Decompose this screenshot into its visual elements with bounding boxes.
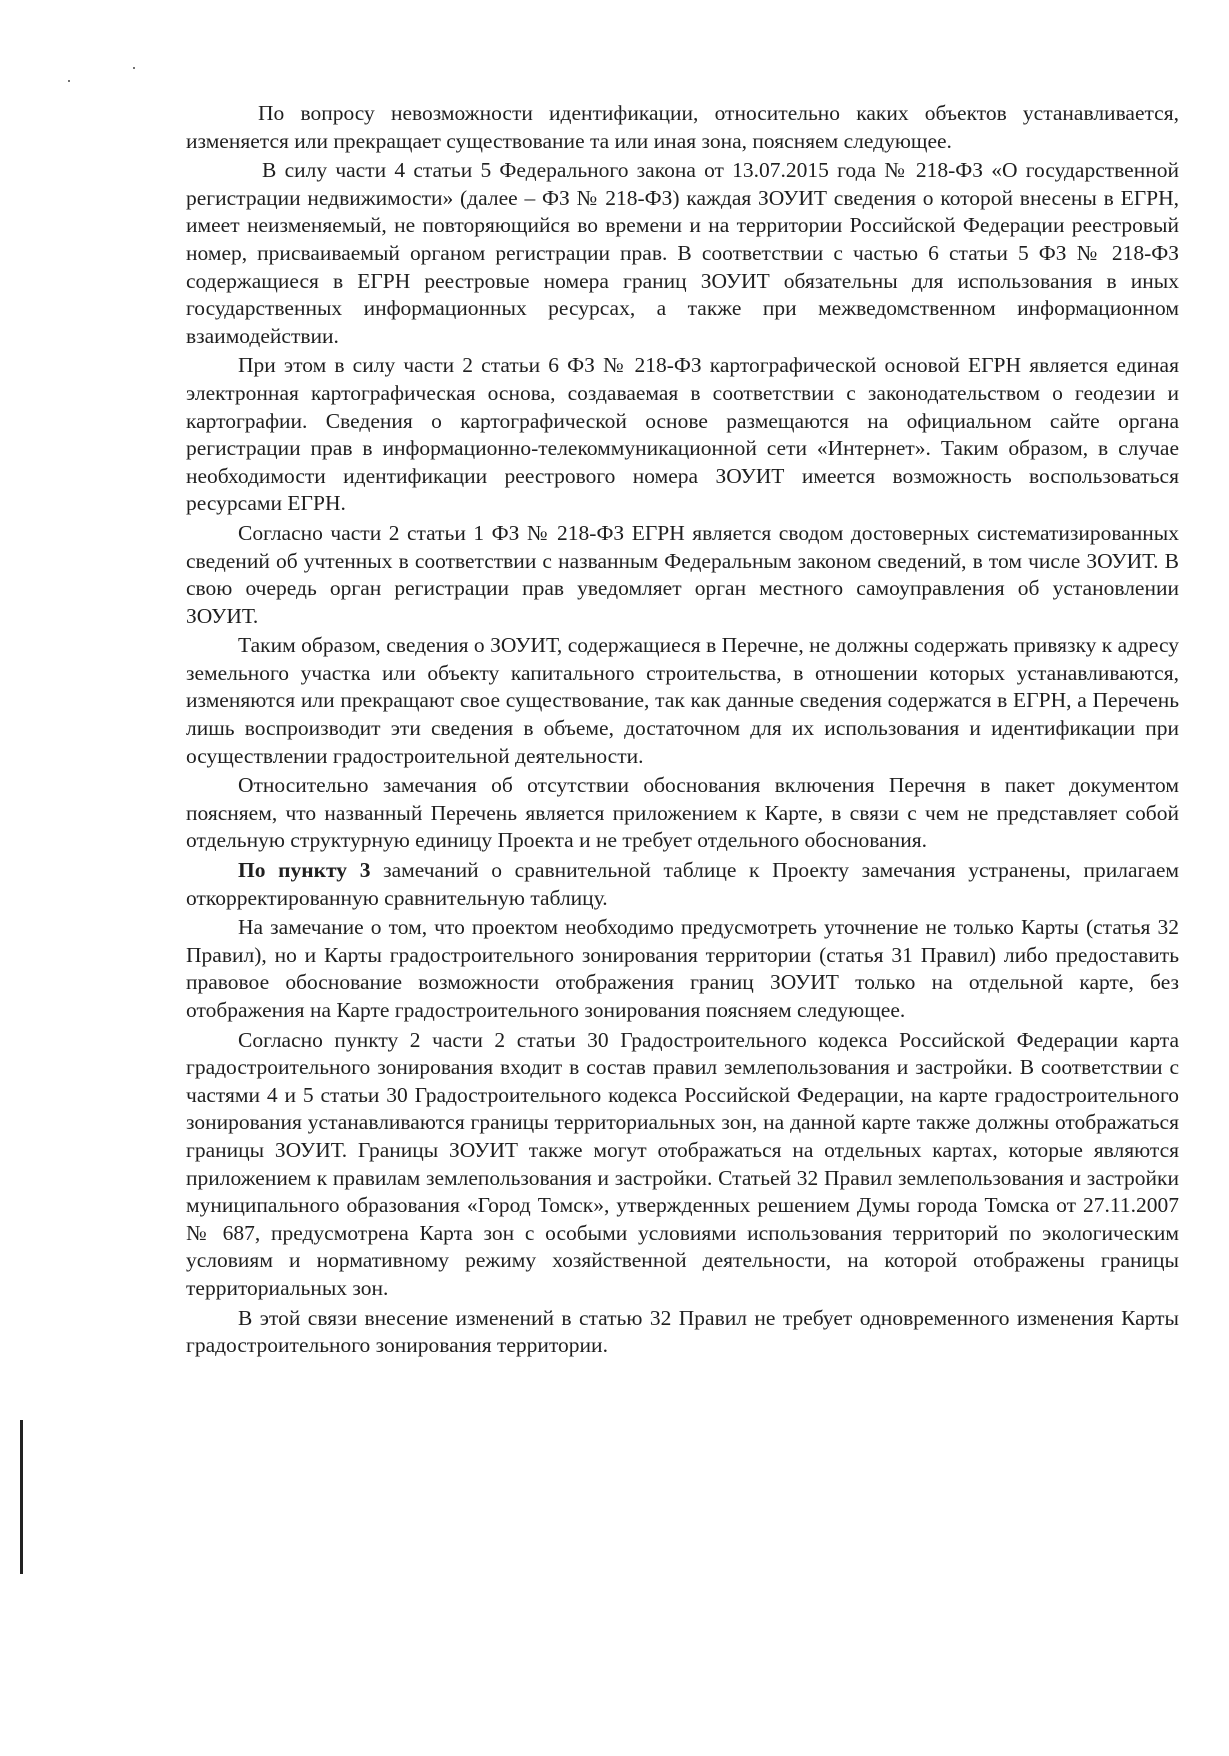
paragraph-text: замечаний о сравнительной таблице к Проекту замечания устранены, прилагаем откорректированную сравнительную таблицу.	[186, 858, 1179, 910]
paragraph-text: Согласно пункту 2 части 2 статьи 30 Градостроительного кодекса Российской Федерации карта градостроительного зонирования входит в состав правил землепользования и застройки. В соответствии с частями 4 и 5 статьи 30 Градостроительного кодекса Российской Федерации, на карте градостроительного зонирования устанавливаются границы территориальных зон, на данной карте также должны отображаться границы ЗОУИТ. Границы ЗОУИТ также могут отображаться на отдельных картах, которые являются приложением к правилам землепользования и застройки. Статьей 32 Правил землепользования и застройки муниципального образования «Город Томск», утвержденных решением Думы города Томска от 27.11.2007 № 687, предусмотрена Карта зон с особыми условиями использования территорий по экологическим условиям и нормативному режиму хозяйственной деятельности, на которой отображены границы территориальных зон.	[186, 1027, 1179, 1300]
paragraph-text: В этой связи внесение изменений в статью 32 Правил не требует одновременного изменения Карты градостроительного зонирования территории.	[186, 1305, 1179, 1358]
paragraph	[186, 1305, 1179, 1360]
paragraph	[186, 520, 1179, 630]
paragraph-text: При этом в силу части 2 статьи 6 ФЗ № 218-ФЗ картографической основой ЕГРН является единая электронная картографическая основа, создаваемая в соответствии с законодательством о геодезии и картографии. Сведения о картографической основе размещаются на официальном сайте органа регистрации прав в информационно-телекоммуникационной сети «Интернет». Таким образом, в случае необходимости идентификации реестрового номера ЗОУИТ имеется возможность воспользоваться ресурсами ЕГРН.	[186, 353, 1179, 516]
paragraph	[186, 1027, 1179, 1303]
paragraph	[186, 914, 1179, 1024]
paragraph-text: Согласно части 2 статьи 1 ФЗ № 218-ФЗ ЕГРН является сводом достоверных систематизированных сведений об учтенных в соответствии с названным Федеральным законом сведений, в том числе ЗОУИТ. В свою очередь орган регистрации прав уведомляет орган местного самоуправления об установлении ЗОУИТ.	[186, 520, 1179, 628]
paragraph-text: Относительно замечания об отсутствии обоснования включения Перечня в пакет документом поясняем, что названный Перечень является приложением к Карте, в связи с чем не представляет собой отдельную структурную единицу Проекта и не требует отдельного обоснования.	[186, 773, 1179, 853]
paragraph	[186, 100, 1179, 155]
paragraph-text: Таким образом, сведения о ЗОУИТ, содержащиеся в Перечне, не должны содержать привязку к адресу земельного участка или объекту капитального строительства, в отношении которых устанавливаются, изменяются или прекращают свое существование, так как данные сведения содержатся в ЕГРН, а Перечень лишь воспроизводит эти сведения в объеме, достаточном для их использования и идентификации при осуществлении градостроительной деятельности.	[186, 633, 1179, 768]
scan-speck	[68, 80, 70, 82]
paragraph-bold-run: По пункту 3	[238, 858, 371, 883]
paragraph-text: По вопросу невозможности идентификации, относительно каких объектов устанавливается, изменяется или прекращает существование та или иная зона, поясняем следующее.	[186, 101, 1179, 153]
margin-line	[20, 1420, 23, 1574]
paragraph	[186, 857, 1179, 912]
paragraph	[186, 157, 1179, 350]
paragraph	[186, 352, 1179, 518]
paragraph	[186, 632, 1179, 770]
paragraph	[186, 772, 1179, 855]
paragraph-text: В силу части 4 статьи 5 Федерального закона от 13.07.2015 года № 218-ФЗ «О государственной регистрации недвижимости» (далее – ФЗ № 218-ФЗ) каждая ЗОУИТ сведения о которой внесены в ЕГРН, имеет неизменяемый, не повторяющийся во времени и на территории Российской Федерации реестровый номер, присваиваемый органом регистрации прав. В соответствии с частью 6 статьи 5 ФЗ № 218-ФЗ содержащиеся в ЕГРН реестровые номера границ ЗОУИТ обязательны для использования в иных государственных информационных ресурсах, а также при межведомственном информационном взаимодействии.	[186, 158, 1179, 348]
paragraph-text: На замечание о том, что проектом необходимо предусмотреть уточнение не только Карты (статья 32 Правил), но и Карты градостроительного зонирования территории (статья 31 Правил) либо предоставить правовое обоснование возможности отображения границ ЗОУИТ только на отдельной карте, без отображения на Карте градостроительного зонирования поясняем следующее.	[186, 915, 1179, 1022]
document-body	[186, 100, 1179, 1362]
scan-speck	[133, 67, 135, 69]
